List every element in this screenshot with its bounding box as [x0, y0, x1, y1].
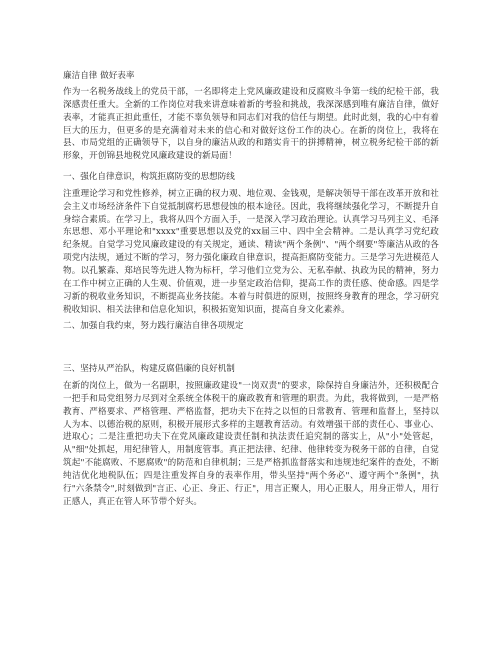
section-1-body: 注重理论学习和党性修养，树立正确的权力观、地位观、金钱观，是解决领导干部在改革开放和社会主义市场经济条件下自觉抵制腐朽思想侵蚀的根本途径。因此，我将继续强化学习，不断提升自身综合素质。在学习上，我将从四个方面入手，一是深入学习政治理论。认真学习马列主义、毛泽东思想、邓小平理论和"xxxx"重要思想以及党的xx届三中、四中全会精神。二是认真学习党纪政纪条规。自觉学习党风廉政建设的有关规定，通读、精读"两个条例"、"两个纲要"等廉洁从政的各项党内法规，通过不断的学习，努力强化廉政自律意识，提高拒腐防变能力。三是学习先进模范人物。以孔繁森、郑培民等先进人物为标杆，学习他们立党为公、无私奉献、执政为民的精神，努力在工作中树立正确的人生观、价值观，进一步坚定政治信仰，提高工作的责任感、使命感。四是学习新的税收业务知识，不断提高业务技能。本着与时俱进的原则，按照终身教育的理念，学习研究税收知识、相关法律和信息化知识，积极拓宽知识面，提高自身文化素养。: [63, 188, 439, 315]
intro-paragraph: 作为一名税务战线上的党员干部，一名即将走上党风廉政建设和反腐败斗争第一线的纪检干部，我深感责任重大。全新的工作岗位对我来讲意味着新的考验和挑战，我深深感到唯有廉洁自律，做好表率，才能真正担此重任，才能不辜负领导和同志们对我的信任与期望。此时此刻，我的心中有着巨大的压力，但更多的是充满着对未来的信心和对做好这份工作的决心。在新的岗位上，我将在县、市局党组的正确领导下，以自身的廉洁从政的和踏实肯干的拼搏精神，树立税务纪检干部的新形象，开创锦县地税党风廉政建设的新局面！: [63, 87, 439, 162]
document-body: [63, 70, 439, 508]
section-3-heading: 三、坚持从严治队，构建反腐倡廉的良好机制: [63, 364, 235, 375]
section-1-heading: 一、强化自律意识，构筑拒腐防变的思想防线: [63, 172, 235, 183]
document-title: 廉洁自律 做好表率: [63, 71, 135, 81]
section-2-heading: 二、加强自我约束，努力践行廉洁自律各项规定: [63, 321, 244, 332]
spacer: [63, 333, 439, 363]
spacer: [63, 163, 439, 171]
section-3-body: 在新的岗位上，做为一名副职，按照廉政建设"一岗双责"的要求，除保持自身廉洁外，还积极配合一把手和局党组努力尽到对全系统全体税干的廉政教育和管理的职责。为此，我将做到，一是严格教育、严格要求、严格管理、严格监督，把功夫下在持之以恒的日常教育、管理和监督上，坚持以人为本、以德治税的原则，积极开展形式多样的主题教育活动。有效增强干部的责任心、事业心、进取心；二是注重把功夫下在党风廉政建设责任制和执法责任追究制的落实上，从"小"处管起，从"细"处抓起，用纪律管人，用制度管事。真正把法律、纪律、他律转变为税务干部的自律，自觉筑起"不能腐败、不愿腐败"的防范和自律机制；三是严格抓监督落实和违规违纪案件的查处，不断纯洁优化地税队伍；四是注重发挥自身的表率作用，带头坚持"两个务必"、遵守两个"条例"，执行"六条禁令",时刻做到"言正、心正、身正、行正"，用言正聚人，用心正服人，用身正带人，用行正感人，真正在管人环节带个好头。: [63, 381, 439, 507]
